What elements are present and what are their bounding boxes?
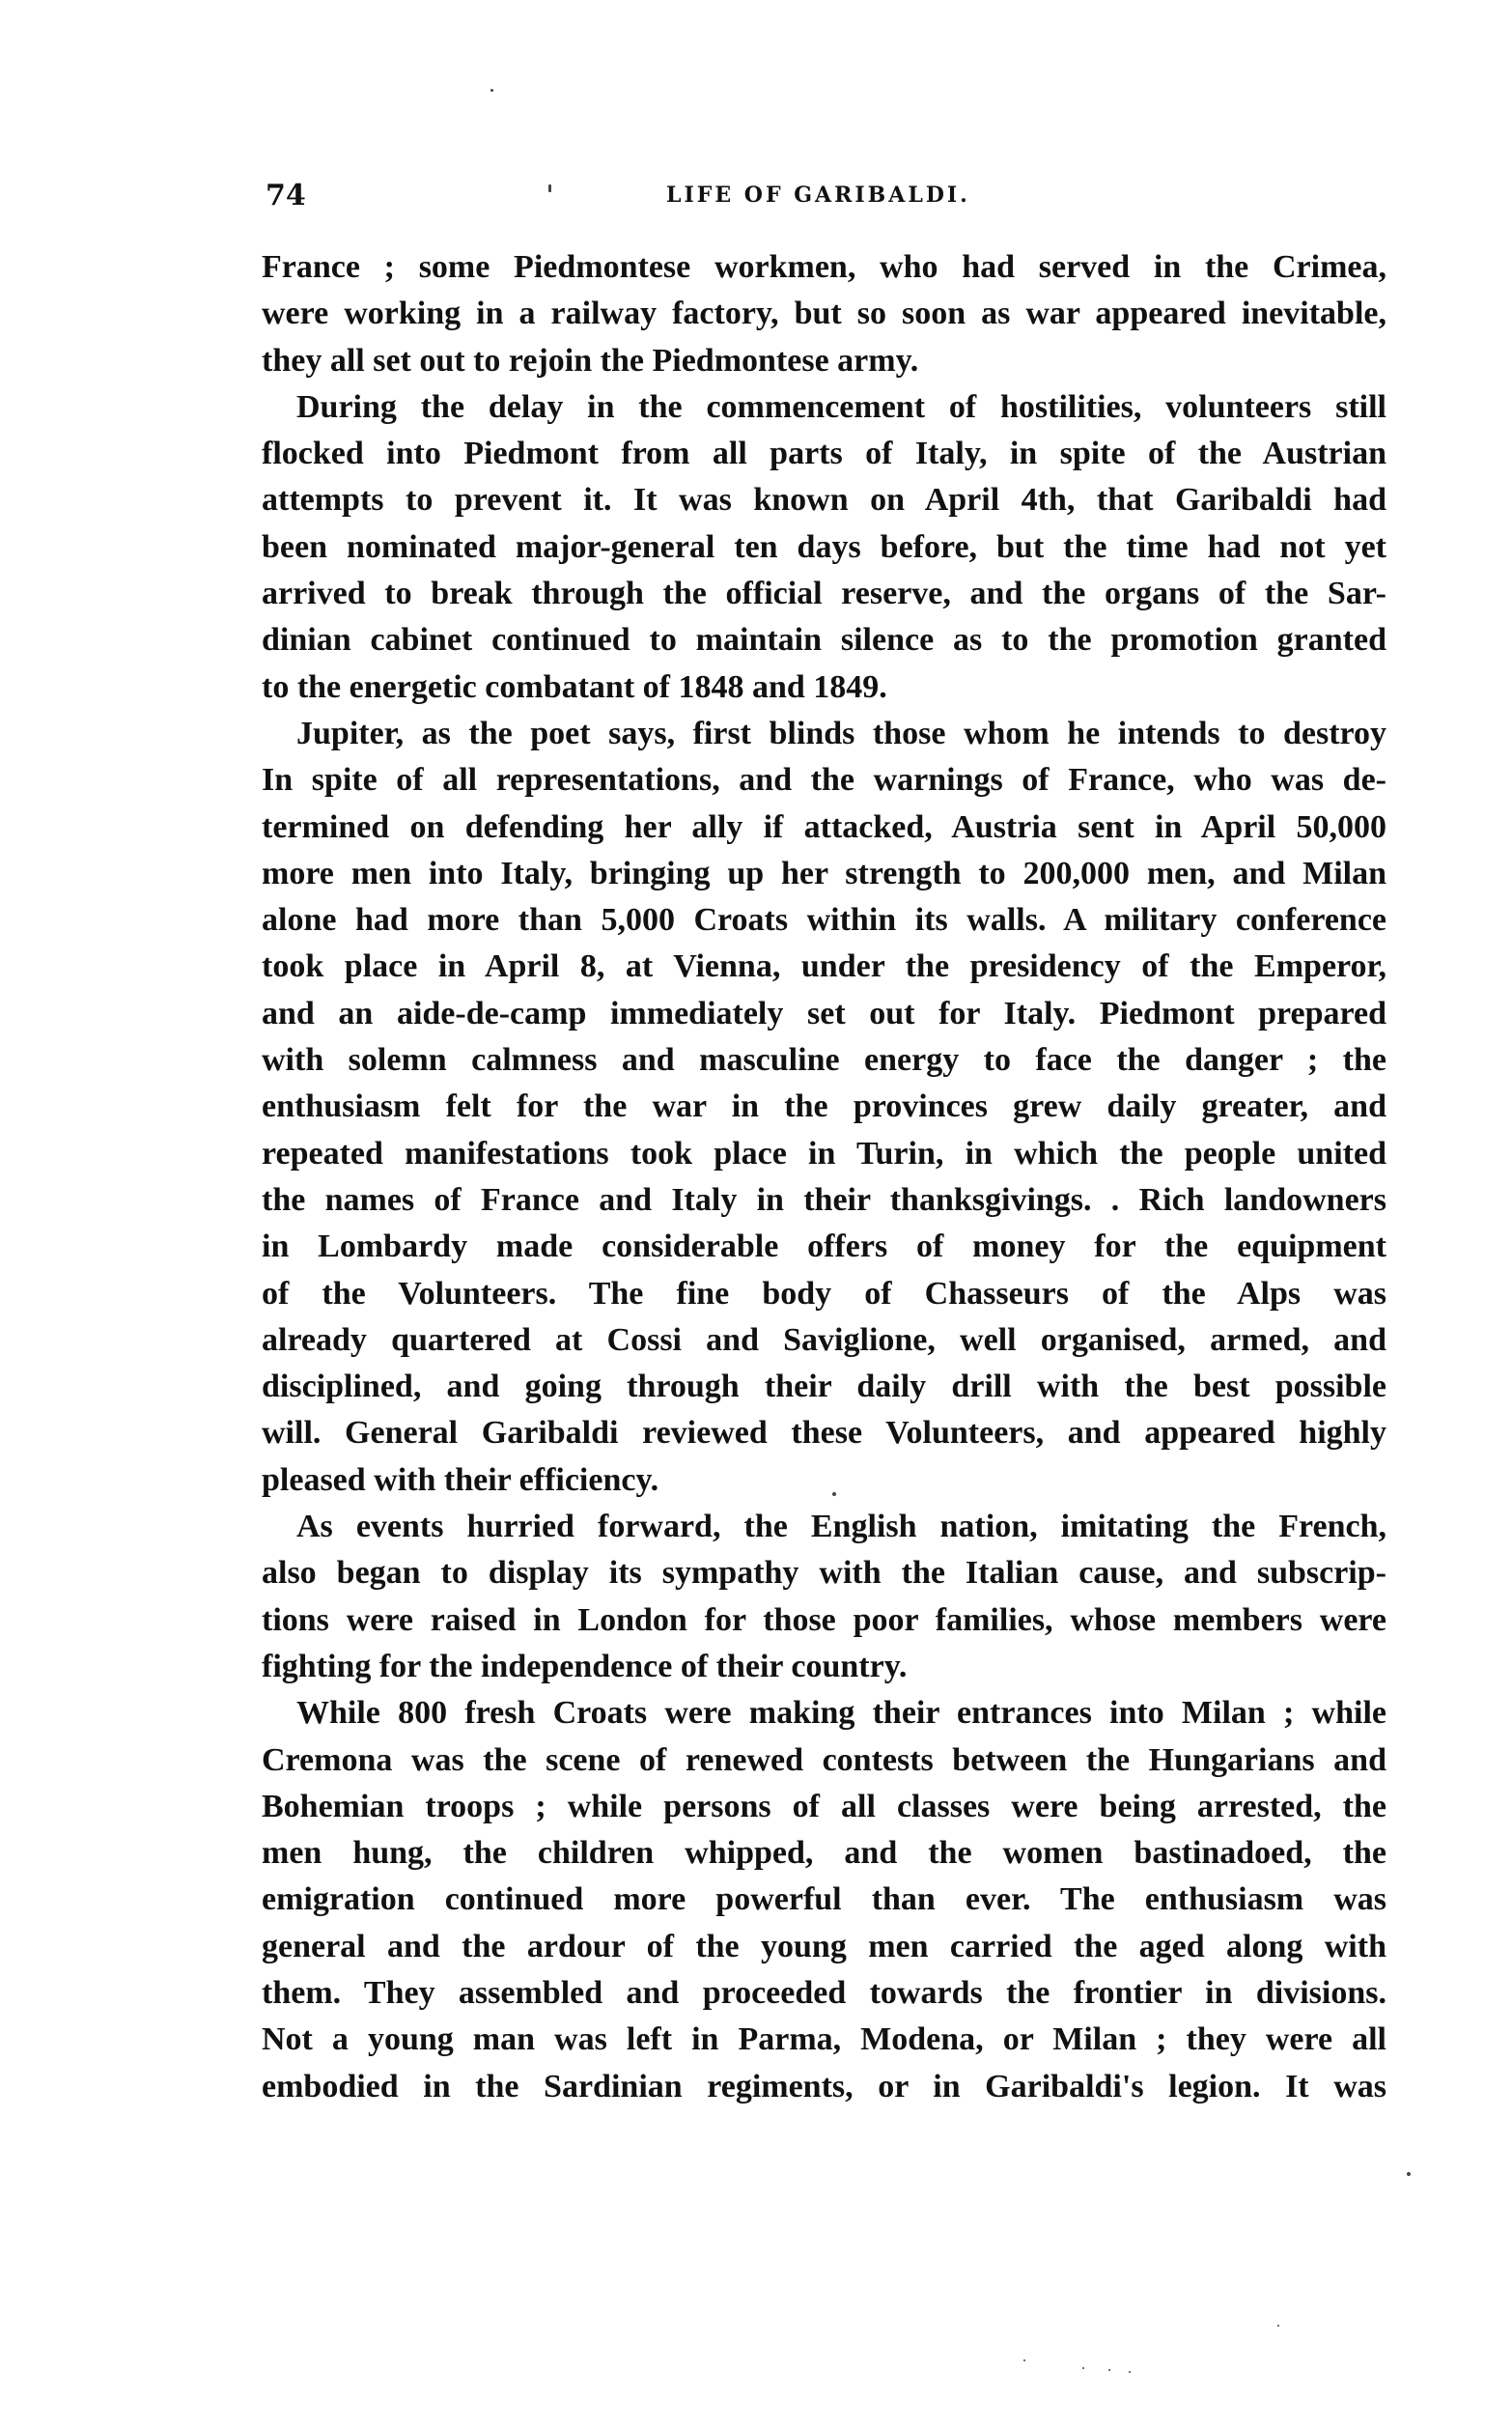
text-line: men hung, the children whipped, and the women bastinadoed, the	[262, 1835, 1386, 1872]
text-line: they all set out to rejoin the Piedmontese army.	[262, 342, 919, 379]
scan-speck	[832, 1492, 836, 1496]
scan-speck	[1129, 2371, 1131, 2373]
text-line: arrived to break through the official reserve, and the organs of the Sar-	[262, 576, 1386, 612]
paragraph-5	[262, 1690, 1386, 2110]
text-line: Not a young man was left in Parma, Modena, or Milan ; they were all	[262, 2021, 1386, 2058]
text-line: will. General Garibaldi reviewed these Volunteers, and appeared highly	[262, 1415, 1386, 1452]
text-line: and an aide-de-camp immediately set out for Italy. Piedmont prepared	[262, 995, 1386, 1031]
text-line: In spite of all representations, and the warnings of France, who was de-	[262, 762, 1386, 799]
text-line: Cremona was the scene of renewed contests between the Hungarians and	[262, 1741, 1386, 1778]
running-title: LIFE OF GARIBALDI.	[666, 183, 970, 208]
text-line: in Lombardy made considerable offers of money for the equipment	[262, 1229, 1386, 1265]
running-head	[266, 179, 1366, 217]
text-line: general and the ardour of the young men carried the aged along with	[262, 1928, 1386, 1964]
text-line: repeated manifestations took place in Turin, in which the people united	[262, 1135, 1386, 1172]
scan-speck	[1407, 2172, 1411, 2176]
text-line: During the delay in the commencement of hostilities, volunteers still	[296, 388, 1386, 425]
text-line: pleased with their efficiency.	[262, 1461, 659, 1498]
paragraph-4	[262, 1504, 1386, 1690]
scan-speck	[548, 184, 551, 192]
text-line: them. They assembled and proceeded towards the frontier in divisions.	[262, 1974, 1386, 2011]
body-text	[262, 244, 1386, 2110]
text-line: attempts to prevent it. It was known on April 4th, that Garibaldi had	[262, 482, 1386, 519]
page-number: 74	[266, 179, 306, 212]
text-line: already quartered at Cossi and Saviglione, well organised, armed, and	[262, 1321, 1386, 1358]
text-line: France ; some Piedmontese workmen, who had served in the Crimea,	[262, 249, 1386, 285]
text-line: As events hurried forward, the English nation, imitating the French,	[296, 1509, 1386, 1545]
text-line: also began to display its sympathy with the Italian cause, and subscrip-	[262, 1555, 1386, 1592]
scan-speck	[1023, 2359, 1025, 2361]
text-line: with solemn calmness and masculine energy to face the danger ; the	[262, 1042, 1386, 1079]
text-line: fighting for the independence of their country.	[262, 1648, 908, 1684]
text-line: were working in a railway factory, but so soon as war appeared inevitable,	[262, 296, 1386, 332]
text-line: flocked into Piedmont from all parts of Italy, in spite of the Austrian	[262, 436, 1386, 472]
text-line: While 800 fresh Croats were making their entrances into Milan ; while	[296, 1695, 1386, 1732]
text-line: Bohemian troops ; while persons of all classes were being arrested, the	[262, 1788, 1386, 1824]
text-line: emigration continued more powerful than ever. The enthusiasm was	[262, 1881, 1386, 1918]
text-line: the names of France and Italy in their thanksgivings. . Rich landowners	[262, 1181, 1386, 1218]
paragraph-2	[262, 384, 1386, 711]
text-line: took place in April 8, at Vienna, under the presidency of the Emperor,	[262, 948, 1386, 985]
text-line: tions were raised in London for those poor families, whose members were	[262, 1601, 1386, 1638]
text-line: disciplined, and going through their daily drill with the best possible	[262, 1369, 1386, 1405]
paragraph-1	[262, 244, 1386, 384]
text-line: enthusiasm felt for the war in the provinces grew daily greater, and	[262, 1088, 1386, 1125]
text-line: Jupiter, as the poet says, first blinds those whom he intends to destroy	[296, 715, 1386, 751]
text-line: embodied in the Sardinian regiments, or in Garibaldi's legion. It was	[262, 2068, 1386, 2104]
scan-speck	[1108, 2369, 1110, 2371]
text-line: of the Volunteers. The fine body of Chasseurs of the Alps was	[262, 1275, 1386, 1312]
text-line: alone had more than 5,000 Croats within its walls. A military conference	[262, 902, 1386, 939]
text-line: termined on defending her ally if attacked, Austria sent in April 50,000	[262, 808, 1386, 845]
text-line: to the energetic combatant of 1848 and 1849.	[262, 668, 887, 705]
text-line: dinian cabinet continued to maintain silence as to the promotion granted	[262, 622, 1386, 659]
scan-speck	[490, 89, 493, 92]
text-line: been nominated major-general ten days before, but the time had not yet	[262, 528, 1386, 565]
scan-speck	[1082, 2367, 1084, 2369]
scan-speck	[1277, 2325, 1279, 2327]
text-line: more men into Italy, bringing up her strength to 200,000 men, and Milan	[262, 855, 1386, 891]
paragraph-3	[262, 711, 1386, 1504]
